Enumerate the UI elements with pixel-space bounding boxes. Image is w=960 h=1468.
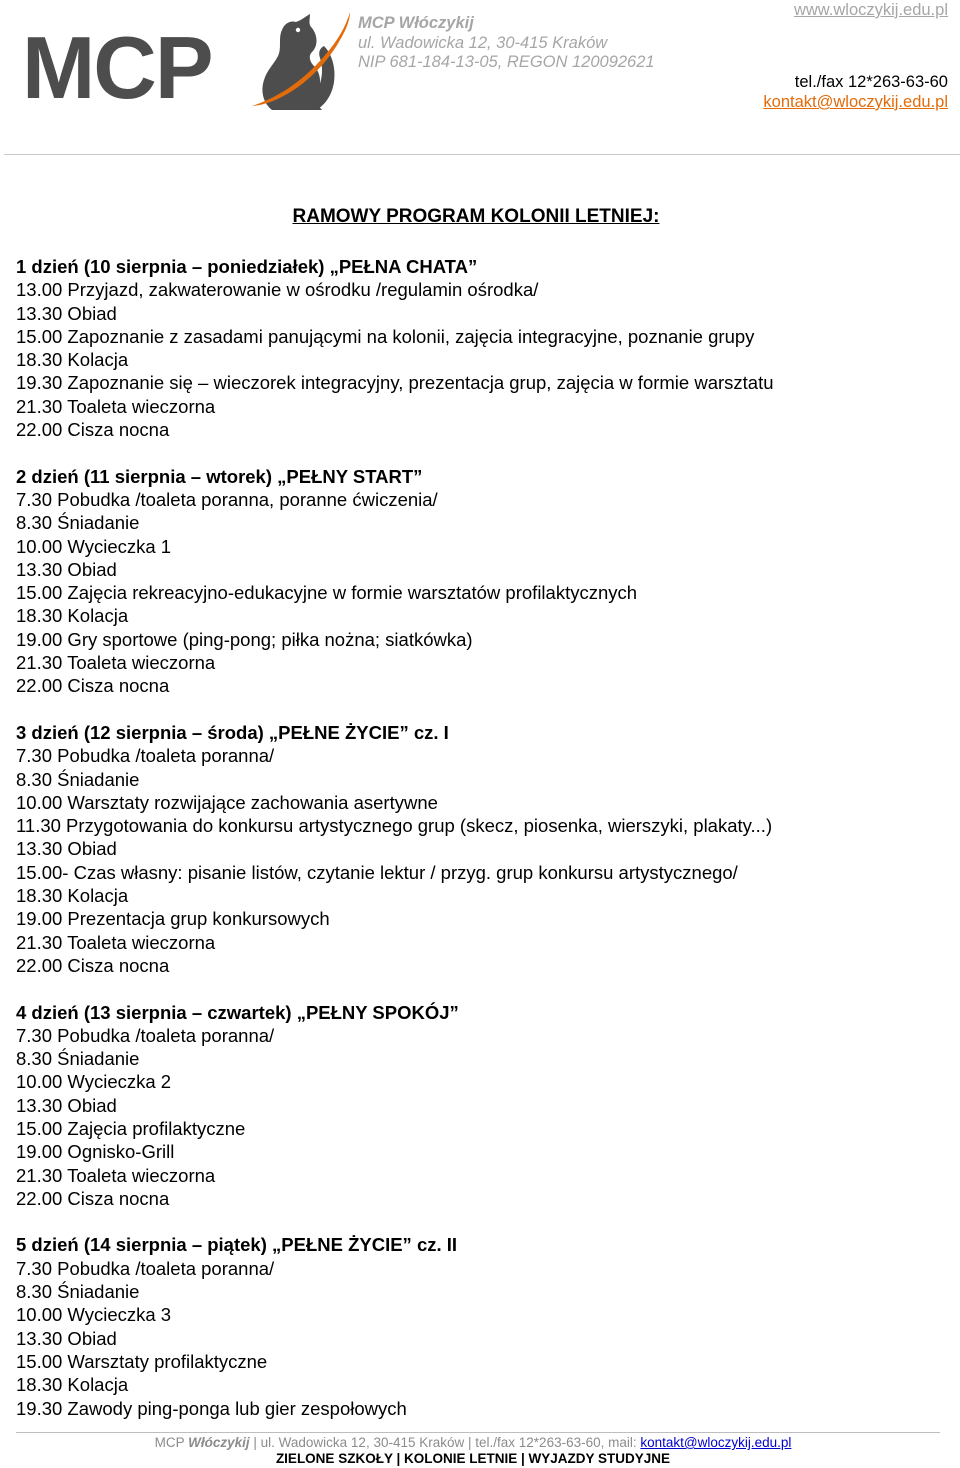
schedule-item: 15.00 Zapoznanie z zasadami panującymi na kolonii, zajęcia integracyjne, poznanie grupy bbox=[16, 325, 755, 347]
schedule-item: 13.00 Przyjazd, zakwaterowanie w ośrodku /regulamin ośrodka/ bbox=[16, 279, 539, 301]
footer-contact-line: MCP Włóczykij | ul. Wadowicka 12, 30-415 Kraków | tel./fax 12*263-63-60, mail: kontakt@wloczykij.edu.pl bbox=[154, 1435, 792, 1450]
contact-info bbox=[763, 0, 948, 112]
schedule-item: 11.30 Przygotowania do konkursu artystycznego grup (skecz, piosenka, wierszyki, plakaty...) bbox=[16, 815, 773, 837]
footer-email-link[interactable]: kontakt@wloczykij.edu.pl bbox=[640, 1435, 792, 1450]
day-section bbox=[16, 721, 946, 977]
schedule-item: 22.00 Cisza nocna bbox=[16, 419, 170, 441]
day-section bbox=[16, 1233, 946, 1419]
email-link[interactable]: kontakt@wloczykij.edu.pl bbox=[763, 93, 948, 111]
schedule-item: 18.30 Kolacja bbox=[16, 605, 129, 627]
company-name: MCP Włóczykij bbox=[358, 14, 474, 32]
program-content bbox=[16, 255, 946, 1443]
day-heading: 4 dzień (13 sierpnia – czwartek) „PEŁNY SPOKÓJ” bbox=[16, 1001, 459, 1023]
schedule-item: 8.30 Śniadanie bbox=[16, 1048, 140, 1070]
schedule-item: 8.30 Śniadanie bbox=[16, 768, 140, 790]
day-heading: 2 dzień (11 sierpnia – wtorek) „PEŁNY START” bbox=[16, 465, 423, 487]
footer-tagline: ZIELONE SZKOŁY | KOLONIE LETNIE | WYJAZDY STUDYJNE bbox=[275, 1451, 671, 1466]
schedule-item: 21.30 Toaleta wieczorna bbox=[16, 652, 216, 674]
day-heading: 5 dzień (14 sierpnia – piątek) „PEŁNE ŻYCIE” cz. II bbox=[16, 1234, 458, 1256]
footer-brand: MCP bbox=[154, 1435, 185, 1450]
header-divider bbox=[4, 154, 960, 155]
schedule-item: 15.00 Warsztaty profilaktyczne bbox=[16, 1350, 268, 1372]
schedule-item: 15.00 Zajęcia rekreacyjno-edukacyjne w formie warsztatów profilaktycznych bbox=[16, 582, 638, 604]
schedule-item: 7.30 Pobudka /toaleta poranna/ bbox=[16, 745, 275, 767]
schedule-item: 7.30 Pobudka /toaleta poranna/ bbox=[16, 1024, 275, 1046]
schedule-item: 18.30 Kolacja bbox=[16, 349, 129, 371]
company-info bbox=[358, 14, 655, 73]
schedule-item: 13.30 Obiad bbox=[16, 1327, 117, 1349]
schedule-item: 10.00 Wycieczka 2 bbox=[16, 1071, 172, 1093]
logo-text: MCP bbox=[22, 18, 212, 114]
document-title: RAMOWY PROGRAM KOLONII LETNIEJ: bbox=[292, 206, 660, 227]
schedule-item: 7.30 Pobudka /toaleta poranna, poranne ćwiczenia/ bbox=[16, 488, 438, 510]
day-section bbox=[16, 255, 946, 441]
footer-address: ul. Wadowicka 12, 30-415 Kraków bbox=[260, 1435, 465, 1450]
schedule-item: 13.30 Obiad bbox=[16, 1094, 117, 1116]
schedule-item: 7.30 Pobudka /toaleta poranna/ bbox=[16, 1257, 275, 1279]
schedule-item: 19.00 Gry sportowe (ping-pong; piłka nożna; siatkówka) bbox=[16, 628, 473, 650]
day-heading: 3 dzień (12 sierpnia – środa) „PEŁNE ŻYCIE” cz. I bbox=[16, 721, 449, 743]
schedule-item: 10.00 Warsztaty rozwijające zachowania asertywne bbox=[16, 791, 438, 813]
schedule-item: 15.00- Czas własny: pisanie listów, czytanie lektur / przyg. grup konkursu artystycznego/ bbox=[16, 861, 738, 883]
day-section bbox=[16, 1001, 946, 1211]
schedule-item: 19.30 Zapoznanie się – wieczorek integracyjny, prezentacja grup, zajęcia w formie warsztatu bbox=[16, 372, 774, 394]
schedule-item: 21.30 Toaleta wieczorna bbox=[16, 395, 216, 417]
schedule-item: 8.30 Śniadanie bbox=[16, 512, 140, 534]
company-registry: NIP 681-184-13-05, REGON 120092621 bbox=[358, 53, 655, 71]
schedule-item: 18.30 Kolacja bbox=[16, 1374, 129, 1396]
schedule-item: 15.00 Zajęcia profilaktyczne bbox=[16, 1117, 246, 1139]
schedule-item: 8.30 Śniadanie bbox=[16, 1281, 140, 1303]
schedule-item: 22.00 Cisza nocna bbox=[16, 954, 170, 976]
schedule-item: 21.30 Toaleta wieczorna bbox=[16, 931, 216, 953]
schedule-item: 10.00 Wycieczka 3 bbox=[16, 1304, 172, 1326]
schedule-item: 21.30 Toaleta wieczorna bbox=[16, 1164, 216, 1186]
schedule-item: 19.00 Prezentacja grup konkursowych bbox=[16, 908, 330, 930]
schedule-item: 19.00 Ognisko-Grill bbox=[16, 1141, 175, 1163]
schedule-item: 13.30 Obiad bbox=[16, 558, 117, 580]
footer-brand-italic: Włóczykij bbox=[188, 1435, 250, 1450]
schedule-item: 22.00 Cisza nocna bbox=[16, 675, 170, 697]
schedule-item: 10.00 Wycieczka 1 bbox=[16, 535, 172, 557]
day-section bbox=[16, 465, 946, 698]
footer-divider bbox=[16, 1432, 940, 1433]
schedule-item: 19.30 Zawody ping-ponga lub gier zespołowych bbox=[16, 1397, 407, 1419]
schedule-item: 22.00 Cisza nocna bbox=[16, 1187, 170, 1209]
phone-number: tel./fax 12*263-63-60 bbox=[794, 73, 948, 91]
day-heading: 1 dzień (10 sierpnia – poniedziałek) „PEŁNA CHATA” bbox=[16, 256, 478, 277]
mcp-logo bbox=[20, 6, 350, 114]
footer-phone-mail: tel./fax 12*263-63-60, mail: bbox=[475, 1435, 637, 1450]
letterhead bbox=[0, 0, 960, 156]
schedule-item: 13.30 Obiad bbox=[16, 302, 117, 324]
schedule-item: 13.30 Obiad bbox=[16, 838, 117, 860]
website-link[interactable]: www.wloczykij.edu.pl bbox=[793, 1, 948, 19]
schedule-item: 18.30 Kolacja bbox=[16, 885, 129, 907]
company-address: ul. Wadowicka 12, 30-415 Kraków bbox=[358, 33, 608, 52]
